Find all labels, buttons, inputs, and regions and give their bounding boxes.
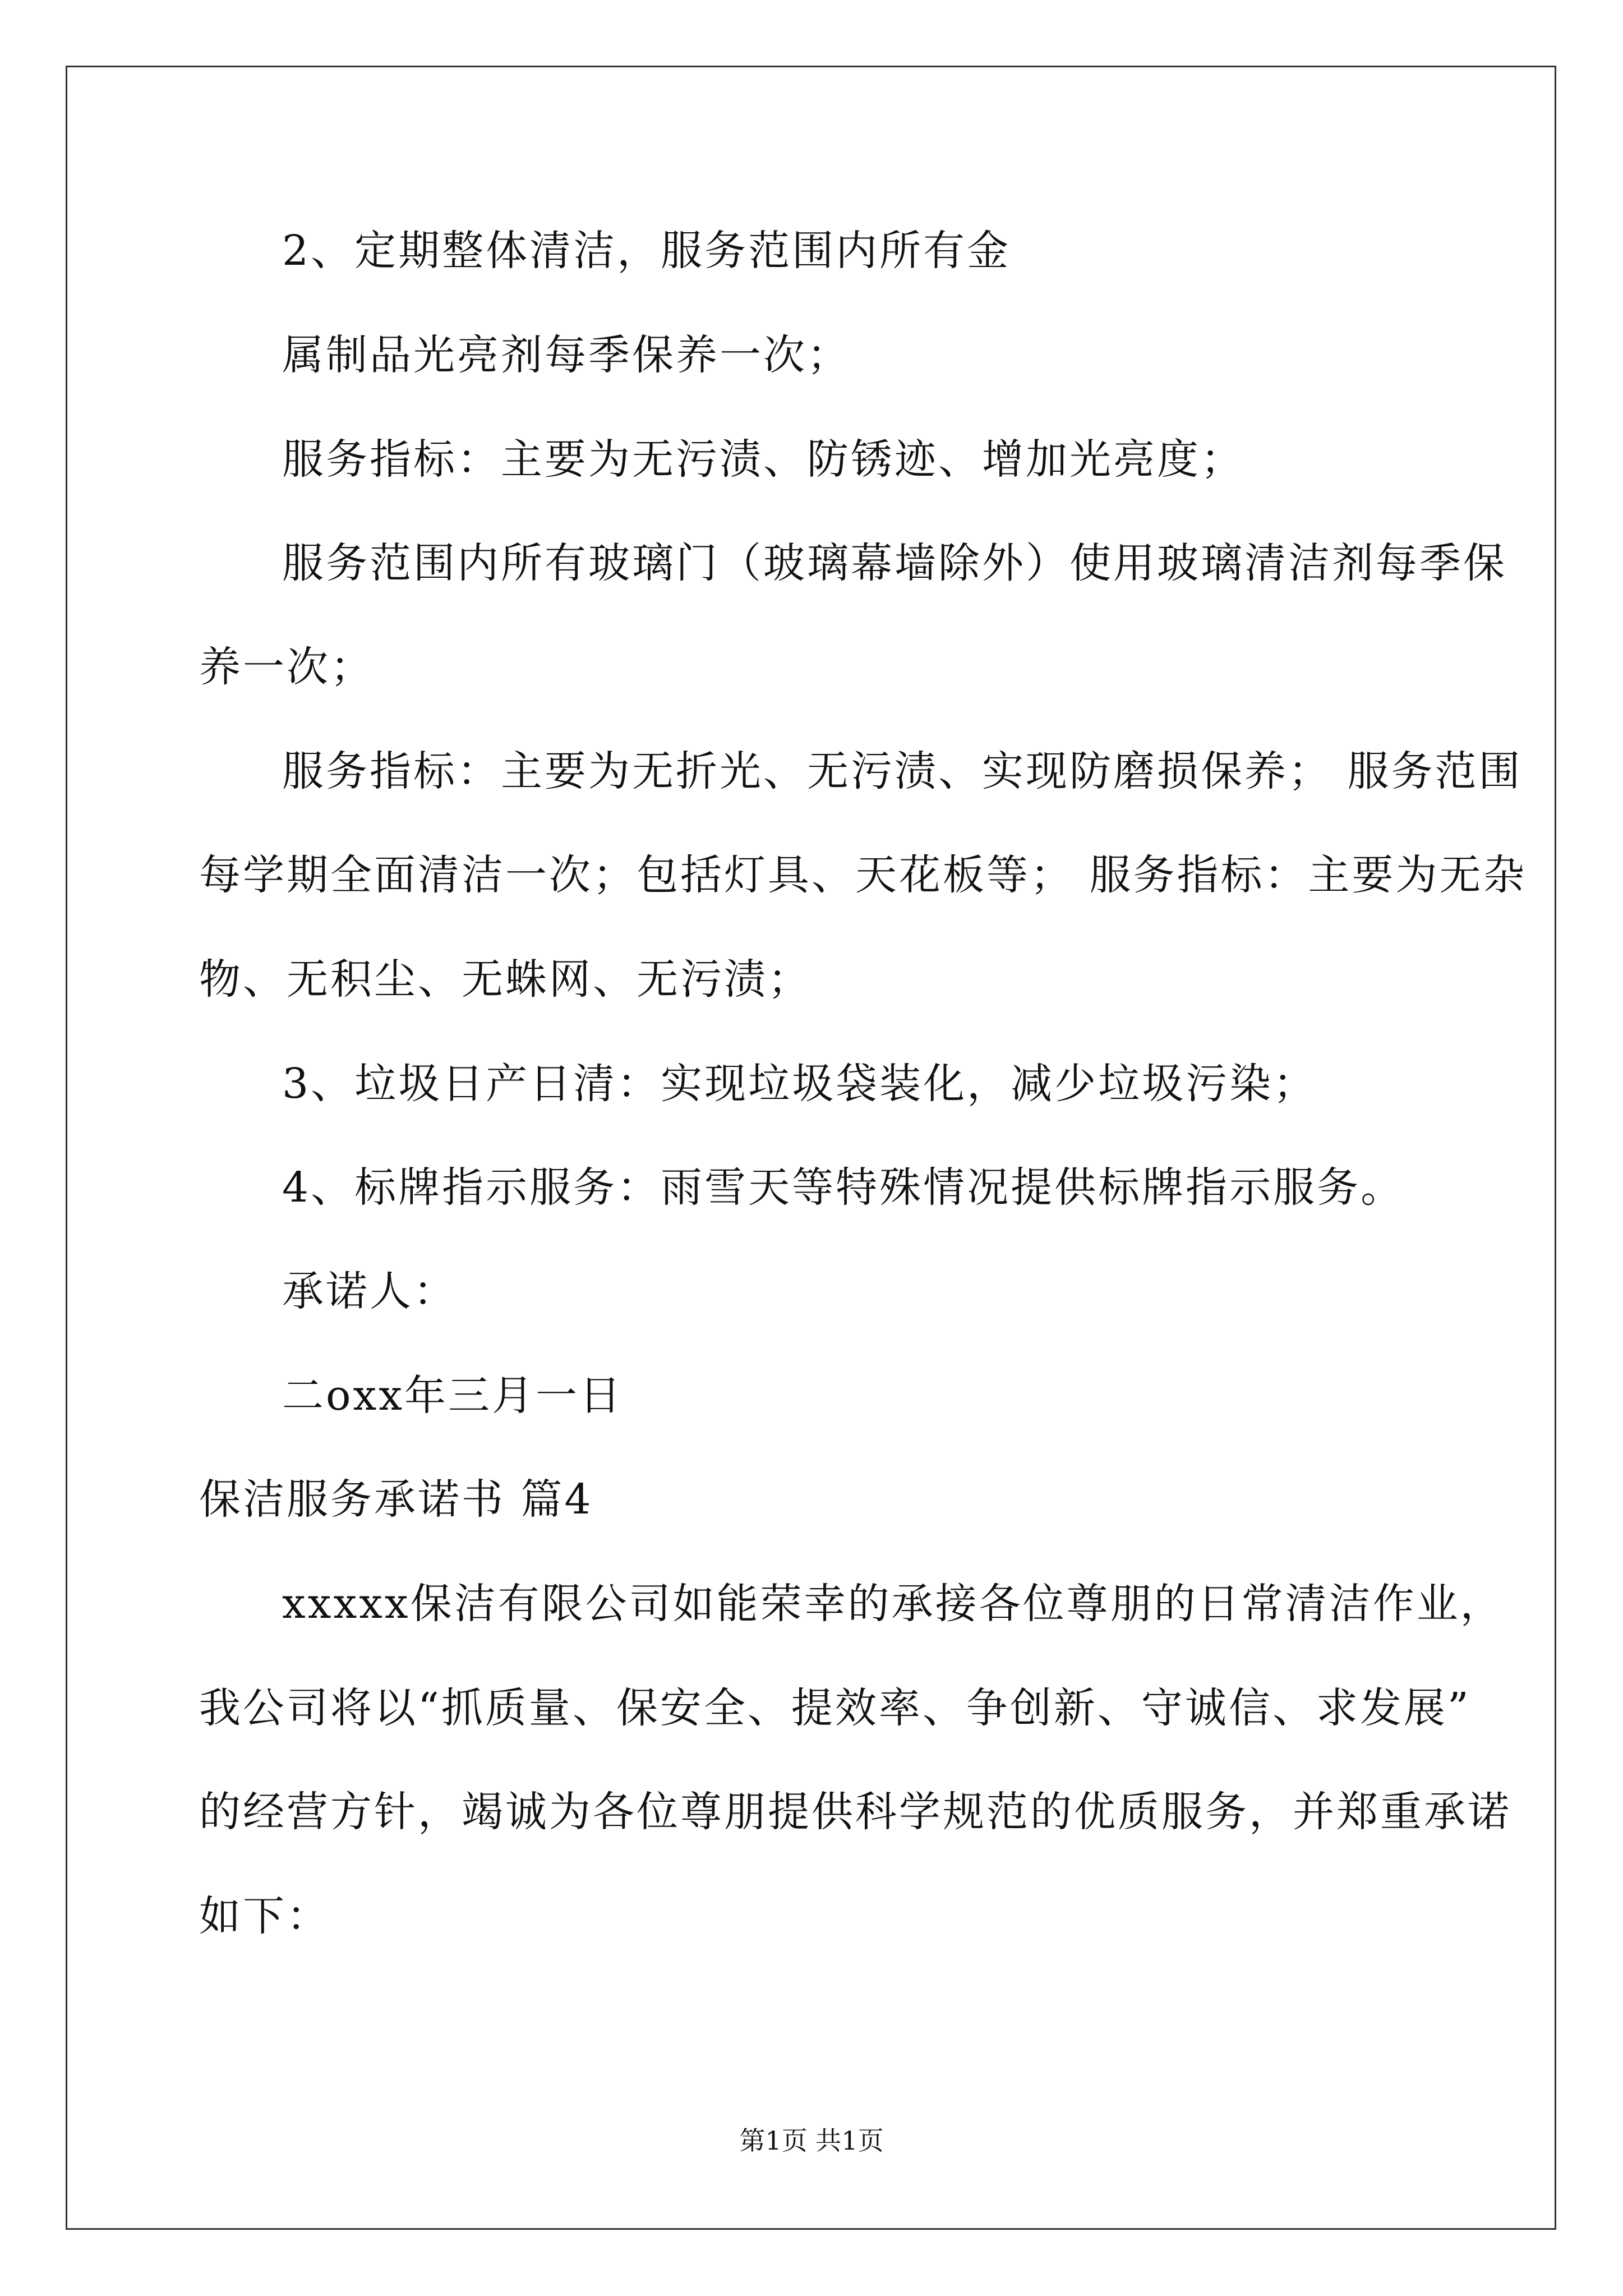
paragraph-line: 我公司将以“抓质量、保安全、提效率、争创新、守诚信、求发展”	[199, 1684, 1471, 1732]
paragraph-line: 服务指标：主要为无折光、无污渍、实现防磨损保养； 服务范围	[282, 747, 1523, 795]
paragraph-line: xxxxx保洁有限公司如能荣幸的承接各位尊朋的日常清洁作业，	[282, 1580, 1504, 1628]
paragraph-line: 服务范围内所有玻璃门（玻璃幕墙除外）使用玻璃清洁剂每季保	[282, 539, 1507, 587]
paragraph-line: 养一次；	[199, 643, 374, 691]
paragraph-line: 2、定期整体清洁，服务范围内所有金	[282, 227, 1011, 275]
section-heading: 保洁服务承诺书 篇4	[199, 1475, 593, 1524]
paragraph-line: 物、无积尘、无蛛网、无污渍；	[199, 955, 811, 1004]
paragraph-line: 服务指标：主要为无污渍、防锈迹、增加光亮度；	[282, 435, 1244, 484]
paragraph-line: 的经营方针，竭诚为各位尊朋提供科学规范的优质服务，并郑重承诺	[199, 1788, 1511, 1836]
paragraph-line: 如下：	[199, 1892, 330, 1940]
paragraph-line: 每学期全面清洁一次；包括灯具、天花板等； 服务指标：主要为无杂	[199, 851, 1527, 899]
page-number-footer: 第1页 共1页	[739, 2125, 884, 2156]
date-line: 二oxx年三月一日	[282, 1372, 624, 1420]
paragraph-line: 3、垃圾日产日清：实现垃圾袋装化，减少垃圾污染；	[282, 1060, 1317, 1108]
paragraph-line: 属制品光亮剂每季保养一次；	[282, 331, 851, 379]
signer-label: 承诺人：	[282, 1267, 457, 1315]
paragraph-line: 4、标牌指示服务：雨雪天等特殊情况提供标牌指示服务。	[282, 1163, 1405, 1212]
